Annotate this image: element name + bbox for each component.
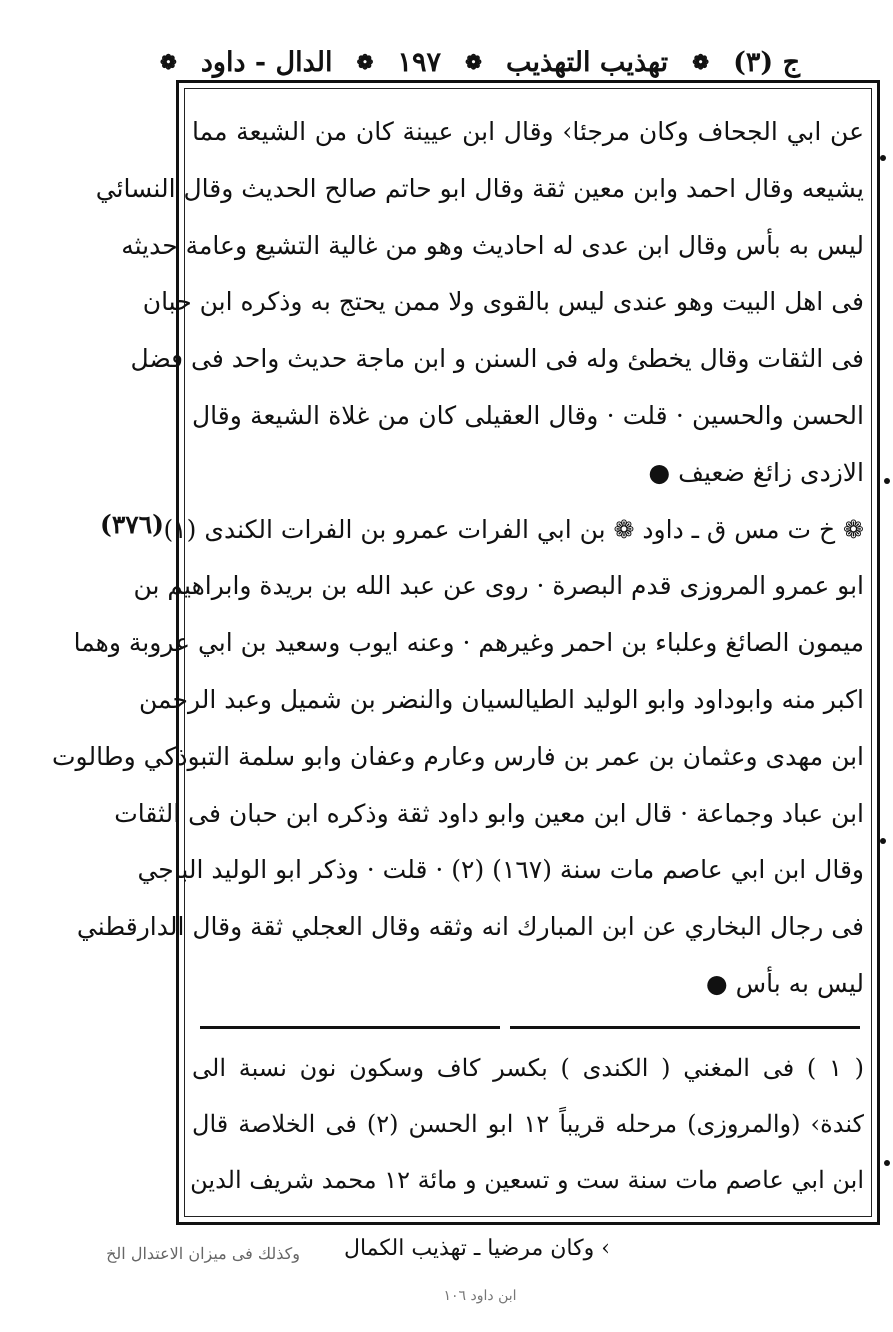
footnote-separator-right (510, 1026, 860, 1029)
text-line: الحسن والحسين · قلت · وقال العقيلى كان من غلاة الشيعة وقال (192, 400, 864, 430)
entry-heading-line: ❁ خ ت مس ق ـ داود ❁ بن ابي الفرات عمرو بن الفرات الكندى (١) (163, 514, 864, 544)
margin-dot (880, 838, 886, 844)
margin-dot (880, 155, 886, 161)
section-label: الدال - داود (200, 46, 333, 78)
text-line: فى اهل البيت وهو عندى ليس بالقوى ولا ممن يحتج به وذكره ابن حبان (142, 287, 864, 317)
text-line: عن ابي الجحاف وكان مرجئا› وقال ابن عيينة كان من الشيعة مما (192, 117, 864, 146)
volume-label: ج (٣) (733, 46, 800, 78)
text-line: ليس به بأس ● (705, 968, 864, 998)
handwritten-note: وكذلك فى ميزان الاعتدال الخ (106, 1244, 300, 1263)
footnotes (192, 1040, 864, 1208)
margin-dot (884, 1160, 890, 1166)
running-header (160, 40, 800, 84)
ornament-icon: ❁ (465, 50, 482, 74)
margin-dot (884, 478, 890, 484)
ornament-icon: ❁ (160, 50, 177, 74)
margin-note: › وكان مرضيا ـ تهذيب الكمال (343, 1236, 610, 1261)
text-line: وقال ابن ابي عاصم مات سنة (١٦٧) (٢) · قلت · وذكر ابو الوليد الباجي (137, 855, 864, 885)
text-line: ابن مهدى وعثمان بن عمر بن فارس وعارم وعفان وابو سلمة التبوذكي وطالوت (52, 741, 864, 771)
handwritten-note-2: ابن داود ١٠٦ (443, 1288, 517, 1304)
text-line: ابن عباد وجماعة · قال ابن معين وابو داود ثقة وذكره ابن حبان فى الثقات (114, 798, 864, 828)
text-line: ليس به بأس وقال ابن عدى له احاديث وهو من غالية التشيع وعامة حديثه (121, 230, 864, 260)
book-title: تهذيب التهذيب (506, 46, 669, 78)
ornament-icon: ❁ (692, 50, 709, 74)
entry-number: (٣٧٦) (100, 510, 164, 539)
footnote-line: ابن ابي عاصم مات سنة ست و تسعين و مائة ١٢ محمد شريف الدين (190, 1166, 864, 1194)
text-line: فى رجال البخاري عن ابن المبارك انه وثقه وقال العجلي ثقة وقال الدارقطني (76, 912, 864, 942)
ornament-icon: ❁ (356, 50, 374, 74)
text-line: ابو عمرو المروزى قدم البصرة · روى عن عبد الله بن بريدة وابراهيم بن (133, 571, 864, 601)
text-line: اكبر منه وابوداود وابو الوليد الطيالسيان والنضر بن شميل وعبد الرحمن (139, 684, 864, 714)
page-number: ١٩٧ (397, 46, 442, 78)
footnote-line: كندة› (والمروزى) مرحله قريباً ١٢ ابو الحسن (٢) فى الخلاصة قال (192, 1110, 864, 1138)
text-line: الازدى زائغ ضعيف ● (648, 457, 864, 487)
footnote-line: ( ١ ) فى المغني ( الكندى ) بكسر كاف وسكون نون نسبة الى (192, 1054, 865, 1082)
text-line: يشيعه وقال احمد وابن معين ثقة وقال ابو حاتم صالح الحديث وقال النسائي (95, 173, 864, 203)
text-line: فى الثقات وقال يخطئ وله فى السنن و ابن ماجة حديث واحد فى فضل (130, 344, 864, 374)
text-line: ميمون الصائغ وعلباء بن احمر وغيرهم · وعنه ايوب وسعيد بن ابي عروبة وهما (73, 628, 864, 658)
footnote-separator-left (200, 1026, 500, 1029)
